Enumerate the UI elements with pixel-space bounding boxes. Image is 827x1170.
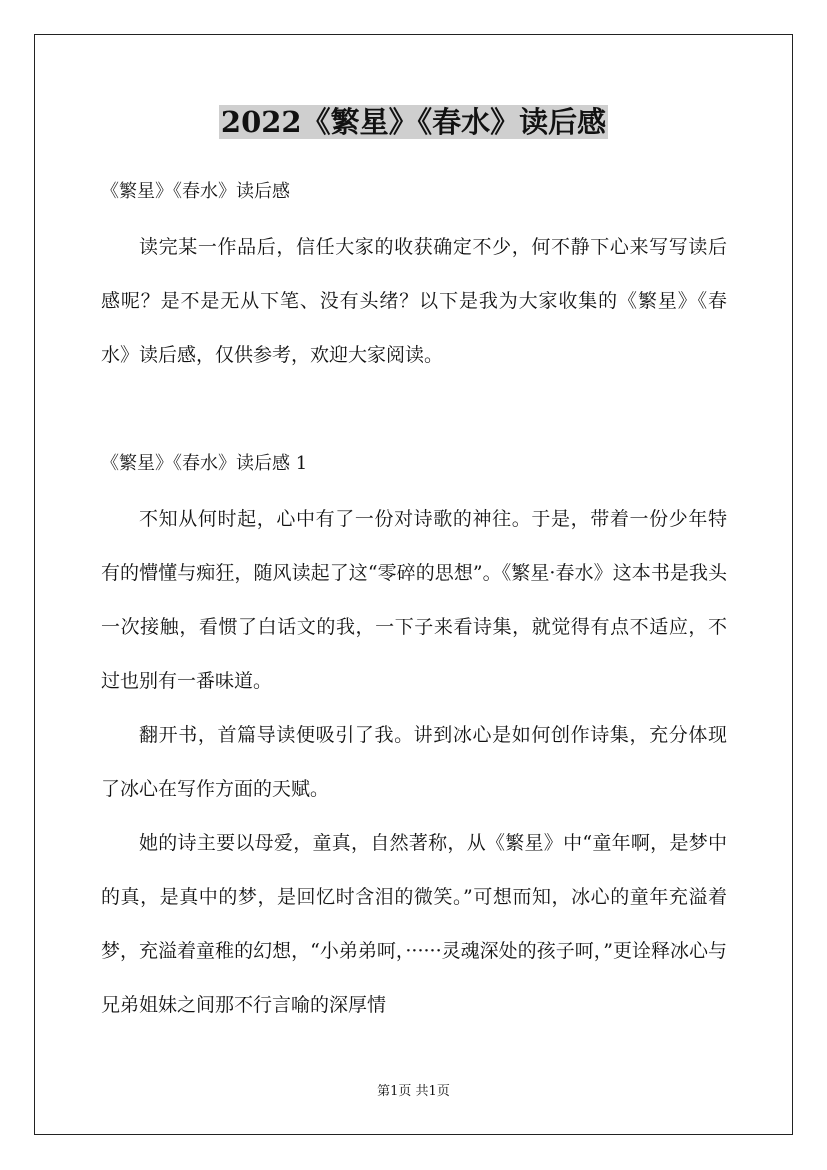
section-heading-1: 《繁星》《春水》读后感 1: [101, 453, 308, 474]
page-number-footer: 第1页 共1页: [377, 1084, 450, 1099]
body-paragraph: 她的诗主要以母爱，童真，自然著称，从《繁星》中“童年啊，是梦中的真，是真中的梦，是回忆时含泪的微笑。”可想而知，冰心的童年充溢着梦，充溢着童稚的幻想，“小弟弟呵，······灵魂深处的孩子呵，”更诠释冰心与兄弟姐妹之间那不行言喻的深厚情: [101, 832, 727, 1016]
section-heading-intro: 《繁星》《春水》读后感: [101, 181, 290, 202]
document-title-text: 2022《繁星》《春水》读后感: [220, 105, 607, 139]
intro-paragraph: 读完某一作品后，信任大家的收获确定不少，何不静下心来写写读后感呢？是不是无从下笔、没有头绪？以下是我为大家收集的《繁星》《春水》读后感，仅供参考，欢迎大家阅读。: [101, 236, 727, 366]
body-paragraph: 翻开书，首篇导读便吸引了我。讲到冰心是如何创作诗集，充分体现了冰心在写作方面的天赋。: [101, 724, 727, 800]
body-paragraph: 不知从何时起，心中有了一份对诗歌的神往。于是，带着一份少年特有的懵懂与痴狂，随风读起了这“零碎的思想”。《繁星·春水》这本书是我头一次接触，看惯了白话文的我，一下子来看诗集，就觉得有点不适应，不过也别有一番味道。: [101, 508, 727, 692]
document-title: [0, 100, 827, 144]
